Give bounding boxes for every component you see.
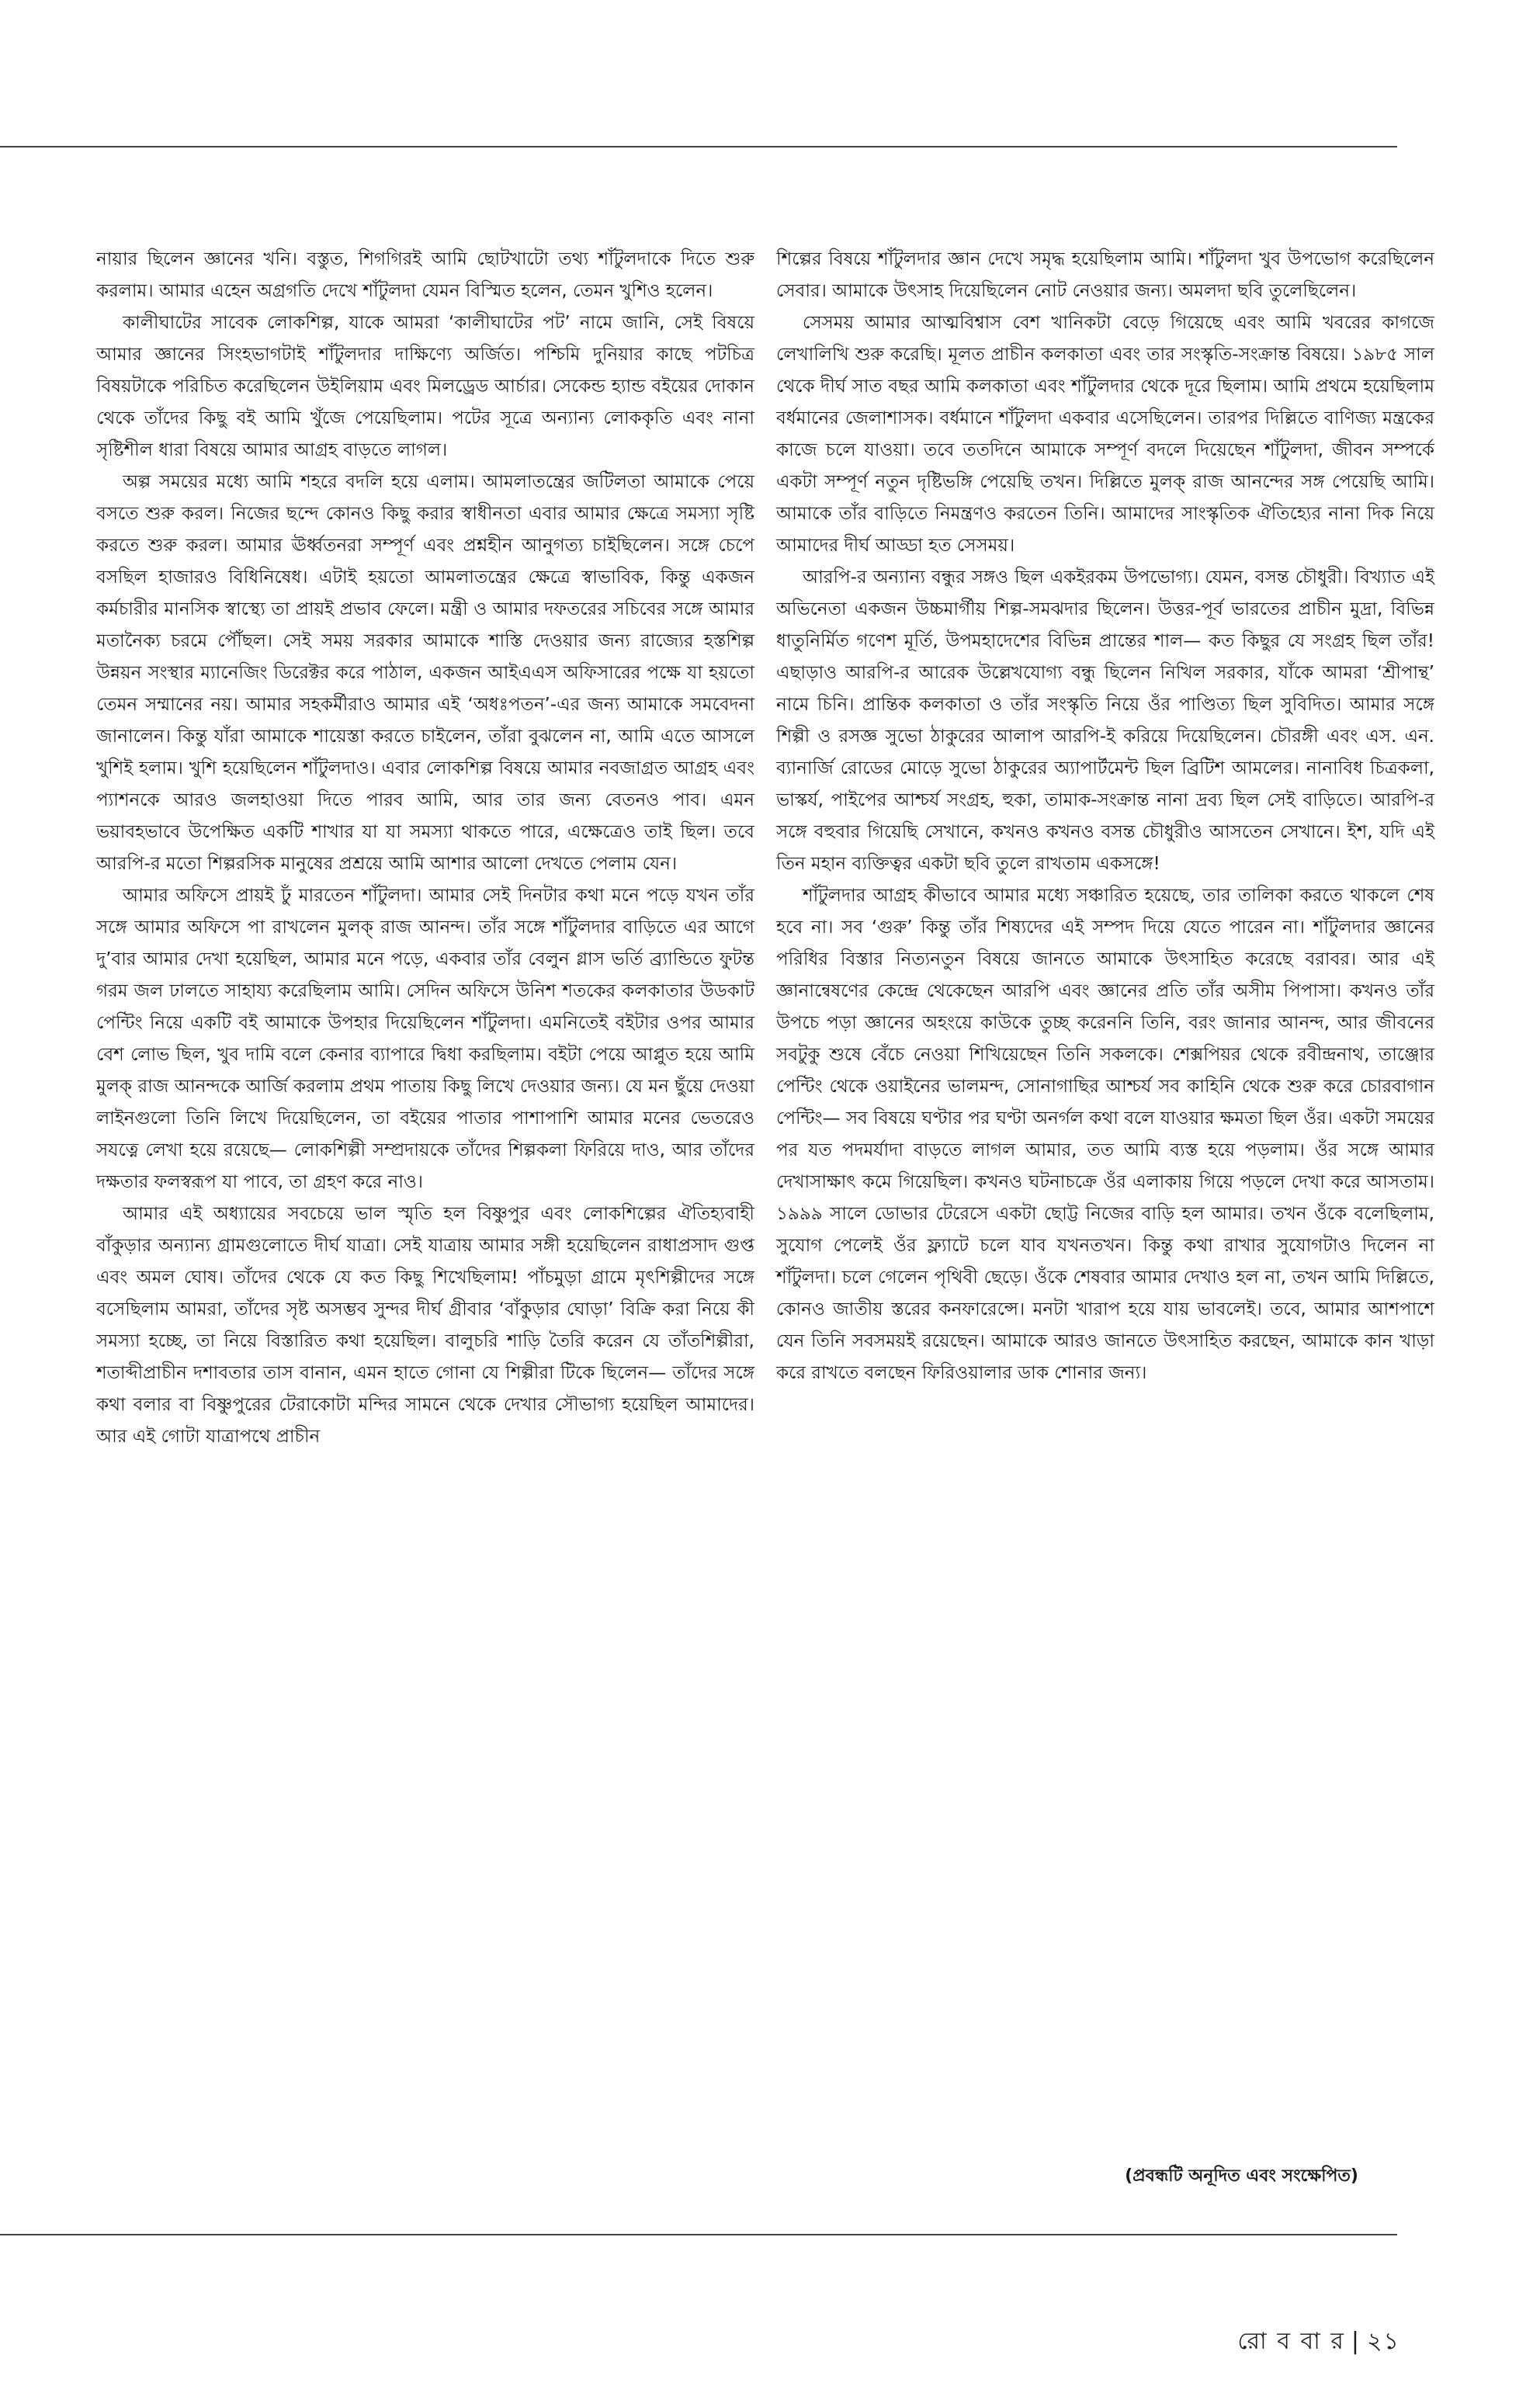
paragraph: অল্প সময়ের মধ্যে আমি শহরে বদলি হয়ে এলাম। আমলাতন্ত্রের জটিলতা আমাকে পেয়ে বসতে শুরু করল। নিজের ছন্দে কোনও কিছু করার স্বাধীনতা এবার আমার ক্ষেত্রে সমস্যা সৃষ্টি করতে শুরু করল। আমার ঊর্ধ্বতনরা সম্পূর্ণ এবং প্রশ্নহীন আনুগত্য চাইছিলেন। সঙ্গে চেপে বসছিল হাজারও বিধিনিষেধ। এটাই হয়তো আমলাতন্ত্রের ক্ষেত্রে স্বাভাবিক, কিন্তু একজন কর্মচারীর মানসিক স্বাস্থ্যে তা প্রায়ই প্রভাব ফেলে। মন্ত্রী ও আমার দফতরের সচিবের সঙ্গে আমার মতানৈক্য চরমে পৌঁছল। সেই সময় সরকার আমাকে শাস্তি দেওয়ার জন্য রাজ্যের হস্তশিল্প উন্নয়ন সংস্থার ম্যানেজিং ডিরেক্টর করে পাঠাল, একজন আইএএস অফিসারের পক্ষে যা হয়তো তেমন সম্মানের নয়। আমার সহকর্মীরাও আমার এই ‘অধঃপতন’-এর জন্য আমাকে সমবেদনা জানালেন। কিন্তু যাঁরা আমাকে শায়েস্তা করতে চাইলেন, তাঁরা বুঝলেন না, আমি এতে আসলে খুশিই হলাম। খুশি হয়েছিলেন শাঁটুলদাও। এবার লোকশিল্প বিষয়ে আমার নবজাগ্রত আগ্রহ এবং প্যাশনকে আরও জলহাওয়া দিতে পারব আমি, আর তার জন্য বেতনও পাব। এমন ভয়াবহভাবে উপেক্ষিত একটি শাখার যা যা সমস্যা থাকতে পারে, এক্ষেত্রেও তাই ছিল। তবে আরপি-র মতো শিল্পরসিক মানুষের প্রশ্রয়ে আমি আশার আলো দেখতে পেলাম যেন। (96, 472, 754, 874)
paragraph: শিল্পের বিষয়ে শাঁটুলদার জ্ঞান দেখে সমৃদ্ধ হয়েছিলাম আমি। শাঁটুলদা খুব উপভোগ করেছিলেন সেবার। আমাকে উৎসাহ দিয়েছিলেন নোট নেওয়ার জন্য। অমলদা ছবি তুলেছিলেন। (776, 249, 1434, 301)
top-rule (0, 146, 1397, 147)
magazine-name: রো ব বা র (1237, 2328, 1345, 2355)
paragraph: আমার অফিসে প্রায়ই ঢুঁ মারতেন শাঁটুলদা। আমার সেই দিনটার কথা মনে পড়ে যখন তাঁর সঙ্গে আমার অফিসে পা রাখলেন মুলক্‌ রাজ আনন্দ। তাঁর সঙ্গে শাঁটুলদার বাড়িতে এর আগে দু’বার আমার দেখা হয়েছিল, আমার মনে পড়ে, একবার তাঁর বেলুন গ্লাস ভর্তি ব্র্যান্ডিতে ফুটন্ত গরম জল ঢালতে সাহায্য করেছিলাম আমি। সেদিন অফিসে উনিশ শতকের কলকাতার উডকাট পেন্টিং নিয়ে একটি বই আমাকে উপহার দিয়েছিলেন শাঁটুলদা। এমনিতেই বইটার ওপর আমার বেশ লোভ ছিল, খুব দামি বলে কেনার ব্যাপারে দ্বিধা করছিলাম। বইটা পেয়ে আপ্লুত হয়ে আমি মুলক্‌ রাজ আনন্দকে আর্জি করলাম প্রথম পাতায় কিছু লিখে দেওয়ার জন্য। যে মন ছুঁয়ে দেওয়া লাইনগুলো তিনি লিখে দিয়েছিলেন, তা বইয়ের পাতার পাশাপাশি আমার মনের ভেতরেও সযত্নে লেখা হয়ে রয়েছে— লোকশিল্পী সম্প্রদায়কে তাঁদের শিল্পকলা ফিরিয়ে দাও, আর তাঁদের দক্ষতার ফলস্বরূপ যা পাবে, তা গ্রহণ করে নাও। (96, 886, 754, 1192)
paragraph: নায়ার ছিলেন জ্ঞানের খনি। বস্তুত, শিগগিরই আমি ছোটখাটো তথ্য শাঁটুলদাকে দিতে শুরু করলাম। আমার এহেন অগ্রগতি দেখে শাঁটুলদা যেমন বিস্মিত হলেন, তেমন খুশিও হলেন। (96, 249, 754, 301)
bottom-rule (0, 2234, 1397, 2235)
paragraph: শাঁটুলদার আগ্রহ কীভাবে আমার মধ্যে সঞ্চারিত হয়েছে, তার তালিকা করতে থাকলে শেষ হবে না। সব ‘গুরু’ কিন্তু তাঁর শিষ্যদের এই সম্পদ দিয়ে যেতে পারেন না। শাঁটুলদার জ্ঞানের পরিধির বিস্তার নিত্যনতুন বিষয়ে জানতে আমাকে উৎসাহিত করেছে বরাবর। আর এই জ্ঞানান্বেষণের কেন্দ্রে থেকেছেন আরপি এবং জ্ঞানের প্রতি তাঁর অসীম পিপাসা। কখনও তাঁর উপচে পড়া জ্ঞানের অহংয়ে কাউকে তুচ্ছ করেননি তিনি, বরং জানার আনন্দ, আর জীবনের সবটুকু শুষে বেঁচে নেওয়া শিখিয়েছেন তিনি সকলকে। শেক্সপিয়র থেকে রবীন্দ্রনাথ, তাঞ্জোর পেন্টিং থেকে ওয়াইনের ভালমন্দ, সোনাগাছির আশ্চর্য সব কাহিনি থেকে শুরু করে চোরবাগান পেন্টিং— সব বিষয়ে ঘণ্টার পর ঘণ্টা অনর্গল কথা বলে যাওয়ার ক্ষমতা ছিল ওঁর। একটা সময়ের পর যত পদমর্যাদা বাড়তে লাগল আমার, তত আমি ব্যস্ত হয়ে পড়লাম। ওঁর সঙ্গে আমার দেখাসাক্ষাৎ কমে গিয়েছিল। কখনও ঘটনাচক্রে ওঁর এলাকায় গিয়ে পড়লে দেখা করে আসতাম। ১৯৯৯ সালে ডোভার টেরেসে একটা ছোট্ট নিজের বাড়ি হল আমার। তখন ওঁকে বলেছিলাম, সুযোগ পেলেই ওঁর ফ্ল্যাটে চলে যাব যখনতখন। কিন্তু কথা রাখার সুযোগটাও দিলেন না শাঁটুলদা। চলে গেলেন পৃথিবী ছেড়ে। ওঁকে শেষবার আমার দেখাও হল না, তখন আমি দিল্লিতে, কোনও জাতীয় স্তরের কনফারেন্সে। মনটা খারাপ হয়ে যায় ভাবলেই। তবে, আমার আশপাশে যেন তিনি সবসময়ই রয়েছেন। আমাকে আরও জানতে উৎসাহিত করছেন, আমাকে কান খাড়া করে রাখতে বলছেন ফিরিওয়ালার ডাক শোনার জন্য। (776, 886, 1434, 1383)
paragraph: আমার এই অধ্যায়ের সবচেয়ে ভাল স্মৃতি হল বিষ্ণুপুর এবং লোকশিল্পের ঐতিহ্যবাহী বাঁকুড়ার অন্যান্য গ্রামগুলোতে দীর্ঘ যাত্রা। সেই যাত্রায় আমার সঙ্গী হয়েছিলেন রাধাপ্রসাদ গুপ্ত এবং অমল ঘোষ। তাঁদের থেকে যে কত কিছু শিখেছিলাম! পাঁচমুড়া গ্রামে মৃৎশিল্পীদের সঙ্গে বসেছিলাম আমরা, তাঁদের সৃষ্ট অসম্ভব সুন্দর দীর্ঘ গ্রীবার ‘বাঁকুড়ার ঘোড়া’ বিক্রি করা নিয়ে কী সমস্যা হচ্ছে, তা নিয়ে বিস্তারিত কথা হয়েছিল। বালুচরি শাড়ি তৈরি করেন যে তাঁতশিল্পীরা, শতাব্দীপ্রাচীন দশাবতার তাস বানান, এমন হাতে গোনা যে শিল্পীরা টিকে ছিলেন— তাঁদের সঙ্গে কথা বলার বা বিষ্ণুপুরের টেরাকোটা মন্দির সামনে থেকে দেখার সৌভাগ্য হয়েছিল আমাদের। আর এই গোটা যাত্রাপথে প্রাচীন (96, 1204, 754, 1447)
right-column (776, 244, 1434, 1389)
page-footer (1237, 2322, 1400, 2362)
left-column (96, 244, 754, 1453)
translation-note: (প্রবন্ধটি অনূদিত এবং সংক্ষেপিত) (1125, 2166, 1358, 2186)
page-number: ২১ (1367, 2328, 1400, 2355)
paragraph: কালীঘাটের সাবেক লোকশিল্প, যাকে আমরা ‘কালীঘাটের পট’ নামে জানি, সেই বিষয়ে আমার জ্ঞানের সিংহভাগটাই শাঁটুলদার দাক্ষিণ্যে অর্জিত। পশ্চিমি দুনিয়ার কাছে পটচিত্র বিষয়টাকে পরিচিত করেছিলেন উইলিয়াম এবং মিলড্রেড আর্চার। সেকেন্ড হ্যান্ড বইয়ের দোকান থেকে তাঁদের কিছু বই আমি খুঁজে পেয়েছিলাম। পটের সূত্রে অন্যান্য লোককৃতি এবং নানা সৃষ্টিশীল ধারা বিষয়ে আমার আগ্রহ বাড়তে লাগল। (96, 313, 754, 460)
paragraph: আরপি-র অন্যান্য বন্ধুর সঙ্গও ছিল একইরকম উপভোগ্য। যেমন, বসন্ত চৌধুরী। বিখ্যাত এই অভিনেতা একজন উচ্চমার্গীয় শিল্প-সমঝদার ছিলেন। উত্তর-পূর্ব ভারতের প্রাচীন মুদ্রা, বিভিন্ন ধাতুনির্মিত গণেশ মূর্তি, উপমহাদেশের বিভিন্ন প্রান্তের শাল— কত কিছুর যে সংগ্রহ ছিল তাঁর! এছাড়াও আরপি-র আরেক উল্লেখযোগ্য বন্ধু ছিলেন নিখিল সরকার, যাঁকে আমরা ‘শ্রীপান্থ’ নামে চিনি। প্রান্তিক কলকাতা ও তাঁর সংস্কৃতি নিয়ে ওঁর পাণ্ডিত্য ছিল সুবিদিত। আমার সঙ্গে শিল্পী ও রসজ্ঞ সুভো ঠাকুরের আলাপ আরপি-ই করিয়ে দিয়েছিলেন। চৌরঙ্গী এবং এস. এন. ব্যানার্জি রোডের মোড়ে সুভো ঠাকুরের অ্যাপার্টমেন্ট ছিল ব্রিটিশ আমলের। নানাবিধ চিত্রকলা, ভাস্কর্য, পাইপের আশ্চর্য সংগ্রহ, হুকা, তামাক-সংক্রান্ত নানা দ্রব্য ছিল সেই বাড়িতে। আরপি-র সঙ্গে বহুবার গিয়েছি সেখানে, কখনও কখনও বসন্ত চৌধুরীও আসতেন সেখানে। ইশ, যদি এই তিন মহান ব্যক্তিত্বর একটা ছবি তুলে রাখতাম একসঙ্গে! (776, 567, 1434, 874)
footer-separator: | (1351, 2328, 1361, 2355)
paragraph: সেসময় আমার আত্মবিশ্বাস বেশ খানিকটা বেড়ে গিয়েছে এবং আমি খবরের কাগজে লেখালিখি শুরু করেছি। মূলত প্রাচীন কলকাতা এবং তার সংস্কৃতি-সংক্রান্ত বিষয়ে। ১৯৮৫ সাল থেকে দীর্ঘ সাত বছর আমি কলকাতা এবং শাঁটুলদার থেকে দূরে ছিলাম। আমি প্রথমে হয়েছিলাম বর্ধমানের জেলাশাসক। বর্ধমানে শাঁটুলদা একবার এসেছিলেন। তারপর দিল্লিতে বাণিজ্য মন্ত্রকের কাজে চলে যাওয়া। তবে ততদিনে আমাকে সম্পূর্ণ বদলে দিয়েছেন শাঁটুলদা, জীবন সম্পর্কে একটা সম্পূর্ণ নতুন দৃষ্টিভঙ্গি পেয়েছি তখন। দিল্লিতে মুলক্‌ রাজ আনন্দের সঙ্গ পেয়েছি আমি। আমাকে তাঁর বাড়িতে নিমন্ত্রণও করতেন তিনি। আমাদের সাংস্কৃতিক ঐতিহ্যের নানা দিক নিয়ে আমাদের দীর্ঘ আড্ডা হত সেসময়। (776, 313, 1434, 556)
